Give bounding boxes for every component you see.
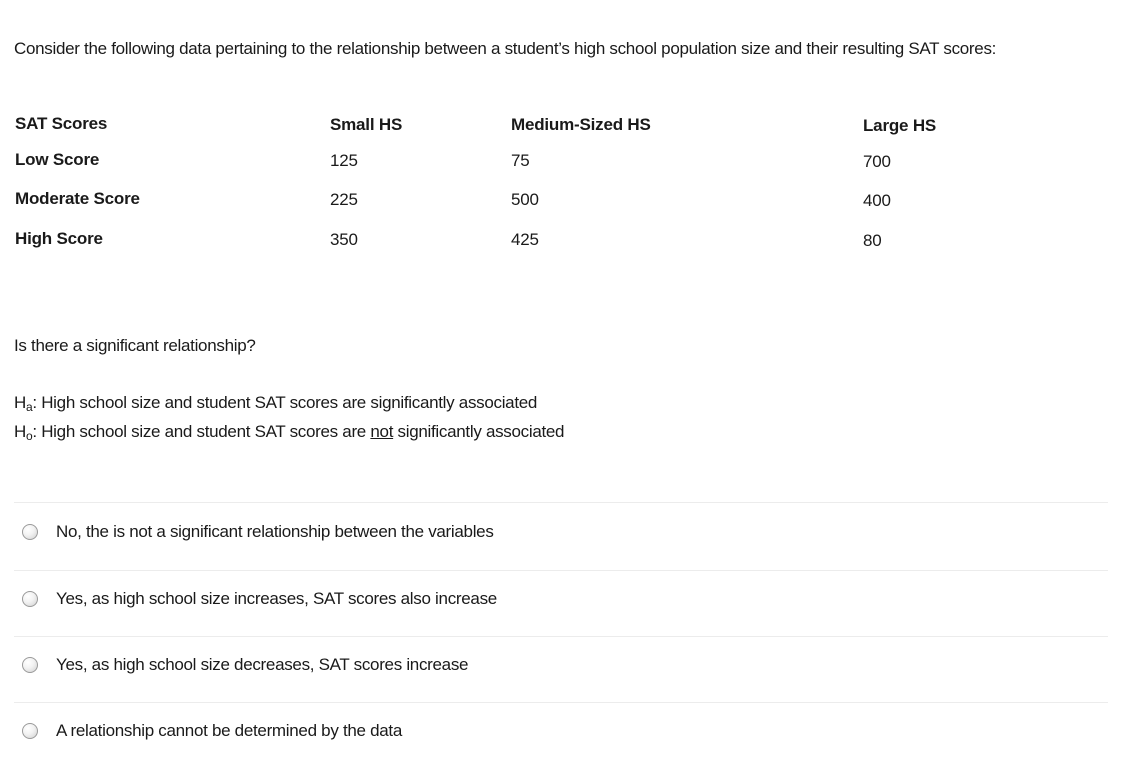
ha-subscript: a <box>25 400 33 414</box>
divider <box>14 636 1108 637</box>
null-hypothesis <box>14 422 564 442</box>
h0-not-emphasis: not <box>370 422 394 441</box>
ha-symbol: H <box>14 393 26 412</box>
radio-button-icon[interactable] <box>22 723 38 739</box>
row-label-high-score: High Score <box>15 229 103 248</box>
radio-button-icon[interactable] <box>22 524 38 540</box>
table-cell: 425 <box>511 230 539 249</box>
row-label-low-score: Low Score <box>15 150 100 169</box>
h0-text-post: significantly associated <box>393 422 565 441</box>
table-cell: 500 <box>511 190 539 209</box>
table-cell: 225 <box>330 190 358 209</box>
table-cell: 80 <box>863 231 882 250</box>
row-label-moderate-score: Moderate Score <box>15 189 140 208</box>
answer-option-3[interactable] <box>22 652 468 678</box>
table-cell: 400 <box>863 191 891 210</box>
table-cell: 125 <box>330 151 358 170</box>
table-header-large-hs: Large HS <box>863 116 937 135</box>
table-cell: 350 <box>330 230 358 249</box>
h0-text-pre: : High school size and student SAT scores are <box>32 422 371 441</box>
answer-option-label: No, the is not a significant relationship between the variables <box>56 522 494 541</box>
answer-option-4[interactable] <box>22 718 402 744</box>
table-cell: 75 <box>511 151 530 170</box>
question-text: Is there a significant relationship? <box>14 336 256 355</box>
ha-text: : High school size and student SAT scores are significantly associated <box>32 393 538 412</box>
answer-option-label: A relationship cannot be determined by the data <box>56 721 402 740</box>
radio-button-icon[interactable] <box>22 657 38 673</box>
answer-option-label: Yes, as high school size increases, SAT scores also increase <box>56 589 497 608</box>
table-header-sat-scores: SAT Scores <box>15 114 108 133</box>
divider <box>14 570 1108 571</box>
table-header-small-hs: Small HS <box>330 115 403 134</box>
answer-option-label: Yes, as high school size decreases, SAT scores increase <box>56 655 469 674</box>
table-header-medium-hs: Medium-Sized HS <box>511 115 651 134</box>
alternative-hypothesis <box>14 393 537 413</box>
h0-subscript: o <box>25 429 33 443</box>
table-cell: 700 <box>863 152 891 171</box>
divider <box>14 702 1108 703</box>
radio-button-icon[interactable] <box>22 591 38 607</box>
intro-text: Consider the following data pertaining to the relationship between a student’s high school population size and their resulting SAT scores: <box>14 39 997 58</box>
divider <box>14 502 1108 503</box>
answer-option-1[interactable] <box>22 519 494 545</box>
h0-symbol: H <box>14 422 26 441</box>
answer-option-2[interactable] <box>22 586 497 612</box>
